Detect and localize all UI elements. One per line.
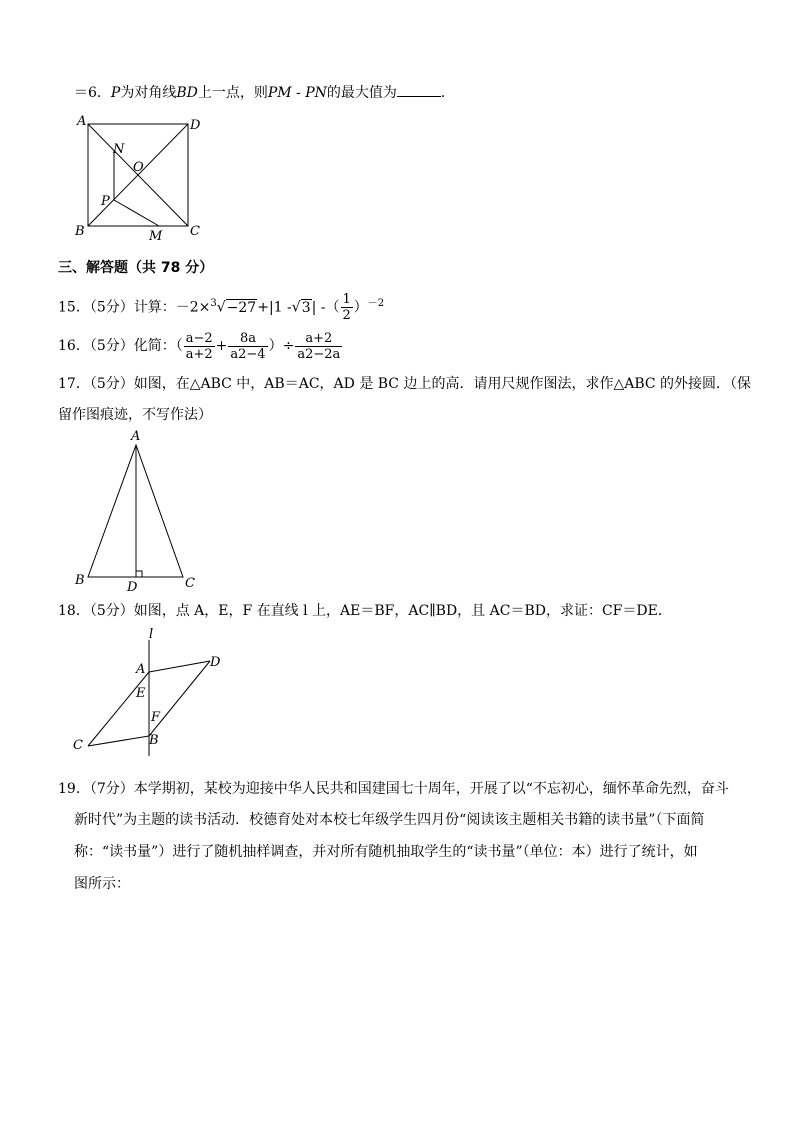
q19-line3: 称：“读书量”）进行了随机抽样调查，并对所有随机抽取学生的“读书量”（单位：本）进行了统计，如 bbox=[74, 844, 698, 860]
label-d: D bbox=[127, 580, 138, 595]
label-d: D bbox=[210, 655, 221, 670]
q17-line2: 留作图痕迹，不写作法） bbox=[58, 407, 212, 423]
label-p: P bbox=[101, 194, 110, 209]
label-d: D bbox=[190, 118, 201, 133]
q19-line4: 图所示： bbox=[74, 876, 130, 892]
label-a: A bbox=[136, 662, 146, 677]
segment-ad bbox=[149, 661, 210, 672]
label-b: B bbox=[149, 733, 159, 748]
label-f: F bbox=[151, 710, 161, 725]
q19-line1: 19．（7分）本学期初，某校为迎接中华人民共和国建国七十周年，开展了以“不忘初心，缅怀革命先烈，奋斗 bbox=[58, 781, 729, 797]
label-a: A bbox=[77, 114, 87, 129]
section-title: 三、解答题（共 78 分） bbox=[58, 260, 214, 276]
fraction-3: $\frac{a+2}{a2-2a}$ bbox=[297, 330, 341, 362]
figure-triangle-abc bbox=[70, 425, 210, 595]
segment-pm bbox=[114, 200, 159, 226]
figure-square-abcd bbox=[70, 112, 210, 244]
label-a: A bbox=[131, 429, 141, 444]
fraction-2: $\frac{8a}{a2-4}$ bbox=[230, 330, 266, 362]
segment-ca bbox=[88, 672, 149, 746]
q15: 15．（5分）计算：－2×$^3$√−27+|1 -√3| -（ $\frac{1}{2}$ ）$^{-2}$ bbox=[58, 292, 385, 324]
q16: 16．（5分）化简：（ $\frac{a-2}{a+2}$ + $\frac{8a}{a2-4}$ ）÷ $\frac{a+2}{a2-2a}$ bbox=[58, 330, 341, 362]
answer-blank bbox=[397, 83, 441, 97]
right-angle-mark bbox=[136, 571, 142, 577]
label-l: l bbox=[149, 628, 154, 642]
q19-line2: 新时代”为主题的读书活动．校德育处对本校七年级学生四月份“阅读该主题相关书籍的读书量”（下面简 bbox=[74, 812, 705, 828]
label-b: B bbox=[75, 224, 85, 239]
label-c: C bbox=[73, 738, 83, 753]
label-o: O bbox=[133, 160, 144, 175]
label-c: C bbox=[185, 576, 195, 591]
figure-line-l bbox=[70, 628, 230, 758]
q17-line1: 17．（5分）如图，在△ABC 中，AB＝AC，AD 是 BC 边上的高．请用尺规作图法，求作△ABC 的外接圆．（保 bbox=[58, 376, 752, 392]
fraction-half: $\frac{1}{2}$ bbox=[342, 292, 351, 324]
label-c: C bbox=[190, 224, 200, 239]
label-m: M bbox=[149, 229, 163, 244]
q14-tail: ＝6．P为对角线BD上一点，则PM - PN的最大值为 ． bbox=[74, 85, 455, 101]
q18-line1: 18．（5分）如图，点 A，E，F 在直线 l 上，AE＝BF，AC∥BD，且 AC＝BD，求证：CF＝DE． bbox=[58, 603, 672, 619]
label-n: N bbox=[113, 142, 125, 157]
label-b: B bbox=[75, 573, 85, 588]
fraction-1: $\frac{a-2}{a+2}$ bbox=[185, 330, 213, 362]
label-e: E bbox=[136, 686, 146, 701]
segment-cb bbox=[88, 736, 149, 746]
